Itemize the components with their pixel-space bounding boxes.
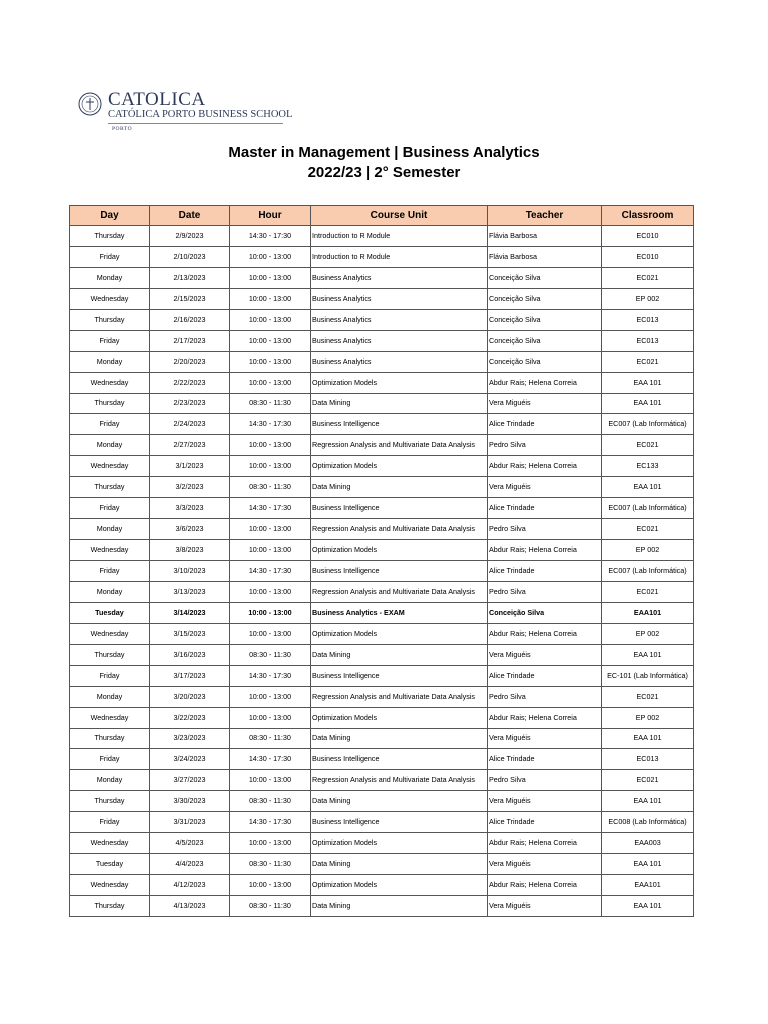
cell-course-unit: Business Analytics: [311, 351, 488, 372]
cell-day: Tuesday: [70, 854, 150, 875]
cell-day: Thursday: [70, 896, 150, 917]
cell-teacher: Alice Trindade: [488, 561, 602, 582]
cell-date: 3/3/2023: [150, 498, 230, 519]
table-row: [70, 791, 694, 812]
cell-day: Monday: [70, 770, 150, 791]
cell-hour: 14:30 - 17:30: [230, 749, 311, 770]
cell-course-unit: Business Intelligence: [311, 749, 488, 770]
cell-classroom: EP 002: [602, 623, 694, 644]
cell-hour: 14:30 - 17:30: [230, 665, 311, 686]
cell-hour: 10:00 - 13:00: [230, 875, 311, 896]
cell-day: Monday: [70, 435, 150, 456]
cell-date: 3/17/2023: [150, 665, 230, 686]
cell-day: Thursday: [70, 644, 150, 665]
cell-day: Tuesday: [70, 602, 150, 623]
table-row: [70, 351, 694, 372]
cell-teacher: Abdur Rais; Helena Correia: [488, 833, 602, 854]
cell-teacher: Flávia Barbosa: [488, 226, 602, 247]
cell-course-unit: Data Mining: [311, 791, 488, 812]
cell-day: Thursday: [70, 309, 150, 330]
cell-classroom: EAA101: [602, 875, 694, 896]
table-row: [70, 833, 694, 854]
table-row: [70, 288, 694, 309]
column-header-course-unit: Course Unit: [311, 206, 488, 226]
cell-classroom: EC007 (Lab Informática): [602, 561, 694, 582]
cell-classroom: EAA 101: [602, 791, 694, 812]
cell-course-unit: Optimization Models: [311, 372, 488, 393]
seal-icon: [78, 92, 102, 116]
cell-day: Friday: [70, 665, 150, 686]
cell-teacher: Vera Miguéis: [488, 477, 602, 498]
cell-day: Wednesday: [70, 833, 150, 854]
cell-teacher: Conceição Silva: [488, 602, 602, 623]
cell-hour: 10:00 - 13:00: [230, 540, 311, 561]
cell-date: 3/24/2023: [150, 749, 230, 770]
cell-day: Thursday: [70, 477, 150, 498]
table-row: [70, 644, 694, 665]
table-row: [70, 561, 694, 582]
cell-hour: 14:30 - 17:30: [230, 226, 311, 247]
cell-teacher: Abdur Rais; Helena Correia: [488, 623, 602, 644]
cell-course-unit: Data Mining: [311, 393, 488, 414]
cell-course-unit: Introduction to R Module: [311, 226, 488, 247]
cell-course-unit: Business Intelligence: [311, 812, 488, 833]
logo-divider: [108, 123, 283, 124]
cell-day: Friday: [70, 561, 150, 582]
table-row: [70, 226, 694, 247]
cell-course-unit: Optimization Models: [311, 875, 488, 896]
cell-day: Monday: [70, 267, 150, 288]
cell-classroom: EC021: [602, 686, 694, 707]
cell-hour: 14:30 - 17:30: [230, 812, 311, 833]
cell-hour: 08:30 - 11:30: [230, 477, 311, 498]
cell-hour: 10:00 - 13:00: [230, 770, 311, 791]
table-row: [70, 330, 694, 351]
cell-date: 2/16/2023: [150, 309, 230, 330]
cell-hour: 10:00 - 13:00: [230, 623, 311, 644]
cell-teacher: Alice Trindade: [488, 812, 602, 833]
column-header-classroom: Classroom: [602, 206, 694, 226]
table-row: [70, 246, 694, 267]
table-row: [70, 414, 694, 435]
cell-teacher: Conceição Silva: [488, 351, 602, 372]
cell-hour: 14:30 - 17:30: [230, 561, 311, 582]
table-row: [70, 456, 694, 477]
cell-hour: 10:00 - 13:00: [230, 707, 311, 728]
cell-date: 3/31/2023: [150, 812, 230, 833]
table-row: [70, 665, 694, 686]
cell-classroom: EC021: [602, 435, 694, 456]
cell-classroom: EAA 101: [602, 477, 694, 498]
cell-teacher: Flávia Barbosa: [488, 246, 602, 267]
cell-teacher: Pedro Silva: [488, 435, 602, 456]
cell-hour: 10:00 - 13:00: [230, 581, 311, 602]
cell-day: Friday: [70, 498, 150, 519]
cell-teacher: Alice Trindade: [488, 665, 602, 686]
table-header-row: [70, 206, 694, 226]
cell-hour: 10:00 - 13:00: [230, 519, 311, 540]
cell-date: 2/17/2023: [150, 330, 230, 351]
column-header-day: Day: [70, 206, 150, 226]
cell-course-unit: Regression Analysis and Multivariate Data Analysis: [311, 435, 488, 456]
table-row: [70, 602, 694, 623]
cell-teacher: Alice Trindade: [488, 749, 602, 770]
cell-course-unit: Data Mining: [311, 644, 488, 665]
cell-date: 3/27/2023: [150, 770, 230, 791]
table-row: [70, 875, 694, 896]
cell-date: 3/22/2023: [150, 707, 230, 728]
cell-hour: 10:00 - 13:00: [230, 456, 311, 477]
cell-teacher: Conceição Silva: [488, 330, 602, 351]
cell-teacher: Vera Miguéis: [488, 791, 602, 812]
cell-date: 3/30/2023: [150, 791, 230, 812]
table-row: [70, 812, 694, 833]
table-row: [70, 686, 694, 707]
cell-classroom: EC021: [602, 267, 694, 288]
cell-course-unit: Optimization Models: [311, 623, 488, 644]
cell-hour: 08:30 - 11:30: [230, 644, 311, 665]
cell-day: Friday: [70, 812, 150, 833]
cell-teacher: Abdur Rais; Helena Correia: [488, 875, 602, 896]
table-row: [70, 498, 694, 519]
cell-classroom: EC010: [602, 246, 694, 267]
table-row: [70, 896, 694, 917]
cell-date: 4/5/2023: [150, 833, 230, 854]
cell-date: 3/6/2023: [150, 519, 230, 540]
cell-day: Friday: [70, 414, 150, 435]
cell-teacher: Abdur Rais; Helena Correia: [488, 540, 602, 561]
cell-course-unit: Business Analytics: [311, 330, 488, 351]
cell-day: Wednesday: [70, 372, 150, 393]
cell-day: Friday: [70, 749, 150, 770]
table-row: [70, 707, 694, 728]
cell-course-unit: Data Mining: [311, 896, 488, 917]
table-row: [70, 623, 694, 644]
cell-classroom: EC021: [602, 519, 694, 540]
cell-course-unit: Business Intelligence: [311, 414, 488, 435]
cell-teacher: Alice Trindade: [488, 414, 602, 435]
cell-day: Thursday: [70, 226, 150, 247]
logo-subtitle: CATÓLICA PORTO BUSINESS SCHOOL: [108, 109, 293, 120]
cell-day: Monday: [70, 581, 150, 602]
cell-date: 2/22/2023: [150, 372, 230, 393]
table-row: [70, 372, 694, 393]
cell-hour: 14:30 - 17:30: [230, 414, 311, 435]
cell-teacher: Pedro Silva: [488, 770, 602, 791]
column-header-teacher: Teacher: [488, 206, 602, 226]
table-row: [70, 519, 694, 540]
cell-classroom: EP 002: [602, 540, 694, 561]
cell-date: 3/10/2023: [150, 561, 230, 582]
cell-course-unit: Regression Analysis and Multivariate Data Analysis: [311, 770, 488, 791]
cell-hour: 10:00 - 13:00: [230, 351, 311, 372]
cell-hour: 14:30 - 17:30: [230, 498, 311, 519]
cell-hour: 08:30 - 11:30: [230, 728, 311, 749]
cell-hour: 10:00 - 13:00: [230, 267, 311, 288]
cell-teacher: Vera Miguéis: [488, 854, 602, 875]
cell-date: 2/27/2023: [150, 435, 230, 456]
cell-hour: 10:00 - 13:00: [230, 372, 311, 393]
cell-day: Friday: [70, 246, 150, 267]
cell-day: Wednesday: [70, 456, 150, 477]
cell-day: Wednesday: [70, 540, 150, 561]
school-logo: [78, 89, 293, 136]
cell-classroom: EAA 101: [602, 854, 694, 875]
cell-hour: 10:00 - 13:00: [230, 309, 311, 330]
cell-day: Wednesday: [70, 288, 150, 309]
table-row: [70, 770, 694, 791]
cell-teacher: Abdur Rais; Helena Correia: [488, 707, 602, 728]
cell-day: Wednesday: [70, 623, 150, 644]
cell-date: 4/13/2023: [150, 896, 230, 917]
cell-course-unit: Regression Analysis and Multivariate Data Analysis: [311, 686, 488, 707]
table-row: [70, 728, 694, 749]
table-row: [70, 854, 694, 875]
cell-teacher: Abdur Rais; Helena Correia: [488, 456, 602, 477]
cell-course-unit: Data Mining: [311, 728, 488, 749]
cell-course-unit: Business Intelligence: [311, 498, 488, 519]
cell-day: Thursday: [70, 791, 150, 812]
cell-teacher: Vera Miguéis: [488, 644, 602, 665]
table-row: [70, 581, 694, 602]
cell-classroom: EC-101 (Lab Informática): [602, 665, 694, 686]
cell-teacher: Conceição Silva: [488, 288, 602, 309]
cell-date: 2/10/2023: [150, 246, 230, 267]
cell-date: 2/20/2023: [150, 351, 230, 372]
cell-classroom: EC013: [602, 309, 694, 330]
cell-teacher: Conceição Silva: [488, 309, 602, 330]
table-row: [70, 749, 694, 770]
cell-day: Monday: [70, 519, 150, 540]
cell-day: Thursday: [70, 393, 150, 414]
table-row: [70, 477, 694, 498]
cell-hour: 10:00 - 13:00: [230, 435, 311, 456]
cell-classroom: EC021: [602, 351, 694, 372]
logo-name: CATOLICA: [108, 89, 206, 110]
cell-classroom: EAA 101: [602, 393, 694, 414]
cell-course-unit: Regression Analysis and Multivariate Data Analysis: [311, 519, 488, 540]
cell-hour: 10:00 - 13:00: [230, 330, 311, 351]
cell-date: 2/9/2023: [150, 226, 230, 247]
page-subtitle: 2022/23 | 2° Semester: [307, 164, 461, 181]
cell-day: Monday: [70, 351, 150, 372]
cell-course-unit: Business Analytics: [311, 288, 488, 309]
cell-teacher: Vera Miguéis: [488, 896, 602, 917]
cell-hour: 10:00 - 13:00: [230, 246, 311, 267]
cell-teacher: Pedro Silva: [488, 686, 602, 707]
cell-teacher: Pedro Silva: [488, 519, 602, 540]
cell-classroom: EAA 101: [602, 896, 694, 917]
cell-course-unit: Regression Analysis and Multivariate Data Analysis: [311, 581, 488, 602]
cell-classroom: EC021: [602, 770, 694, 791]
cell-classroom: EC007 (Lab Informática): [602, 498, 694, 519]
schedule-table: [69, 205, 694, 917]
cell-hour: 10:00 - 13:00: [230, 288, 311, 309]
cell-date: 3/23/2023: [150, 728, 230, 749]
cell-teacher: Conceição Silva: [488, 267, 602, 288]
cell-date: 3/1/2023: [150, 456, 230, 477]
cell-date: 3/8/2023: [150, 540, 230, 561]
cell-hour: 08:30 - 11:30: [230, 791, 311, 812]
column-header-hour: Hour: [230, 206, 311, 226]
cell-course-unit: Business Analytics - EXAM: [311, 602, 488, 623]
cell-date: 3/20/2023: [150, 686, 230, 707]
cell-day: Friday: [70, 330, 150, 351]
cell-course-unit: Business Analytics: [311, 267, 488, 288]
cell-hour: 08:30 - 11:30: [230, 854, 311, 875]
cell-date: 2/15/2023: [150, 288, 230, 309]
cell-date: 4/12/2023: [150, 875, 230, 896]
cell-course-unit: Data Mining: [311, 854, 488, 875]
cell-day: Monday: [70, 686, 150, 707]
table-row: [70, 435, 694, 456]
cell-teacher: Abdur Rais; Helena Correia: [488, 372, 602, 393]
cell-date: 3/15/2023: [150, 623, 230, 644]
cell-course-unit: Introduction to R Module: [311, 246, 488, 267]
cell-date: 2/13/2023: [150, 267, 230, 288]
cell-date: 3/2/2023: [150, 477, 230, 498]
cell-course-unit: Optimization Models: [311, 456, 488, 477]
cell-classroom: EAA003: [602, 833, 694, 854]
cell-date: 4/4/2023: [150, 854, 230, 875]
table-row: [70, 540, 694, 561]
cell-hour: 10:00 - 13:00: [230, 833, 311, 854]
cell-classroom: EP 002: [602, 707, 694, 728]
cell-date: 2/24/2023: [150, 414, 230, 435]
cell-classroom: EC008 (Lab Informática): [602, 812, 694, 833]
cell-classroom: EC133: [602, 456, 694, 477]
cell-classroom: EAA 101: [602, 372, 694, 393]
cell-teacher: Vera Miguéis: [488, 393, 602, 414]
cell-teacher: Vera Miguéis: [488, 728, 602, 749]
column-header-date: Date: [150, 206, 230, 226]
cell-classroom: EC007 (Lab Informática): [602, 414, 694, 435]
logo-city: PORTO: [112, 126, 133, 132]
cell-date: 3/13/2023: [150, 581, 230, 602]
cell-date: 3/16/2023: [150, 644, 230, 665]
cell-course-unit: Optimization Models: [311, 707, 488, 728]
cell-classroom: EAA 101: [602, 728, 694, 749]
cell-classroom: EAA 101: [602, 644, 694, 665]
cell-day: Thursday: [70, 728, 150, 749]
cell-classroom: EC021: [602, 581, 694, 602]
table-row: [70, 393, 694, 414]
cell-classroom: EC013: [602, 330, 694, 351]
cell-course-unit: Business Intelligence: [311, 561, 488, 582]
cell-hour: 10:00 - 13:00: [230, 602, 311, 623]
cell-classroom: EC013: [602, 749, 694, 770]
cell-teacher: Alice Trindade: [488, 498, 602, 519]
cell-hour: 08:30 - 11:30: [230, 393, 311, 414]
cell-teacher: Pedro Silva: [488, 581, 602, 602]
cell-day: Wednesday: [70, 875, 150, 896]
cell-hour: 10:00 - 13:00: [230, 686, 311, 707]
table-row: [70, 267, 694, 288]
cell-course-unit: Business Intelligence: [311, 665, 488, 686]
table-body: [70, 226, 694, 917]
cell-classroom: EC010: [602, 226, 694, 247]
cell-date: 3/14/2023: [150, 602, 230, 623]
cell-course-unit: Optimization Models: [311, 540, 488, 561]
cell-course-unit: Optimization Models: [311, 833, 488, 854]
cell-course-unit: Business Analytics: [311, 309, 488, 330]
page-title: Master in Management | Business Analytics: [228, 144, 540, 161]
cell-date: 2/23/2023: [150, 393, 230, 414]
table-row: [70, 309, 694, 330]
cell-course-unit: Data Mining: [311, 477, 488, 498]
cell-classroom: EAA101: [602, 602, 694, 623]
cell-day: Wednesday: [70, 707, 150, 728]
cell-hour: 08:30 - 11:30: [230, 896, 311, 917]
cell-classroom: EP 002: [602, 288, 694, 309]
